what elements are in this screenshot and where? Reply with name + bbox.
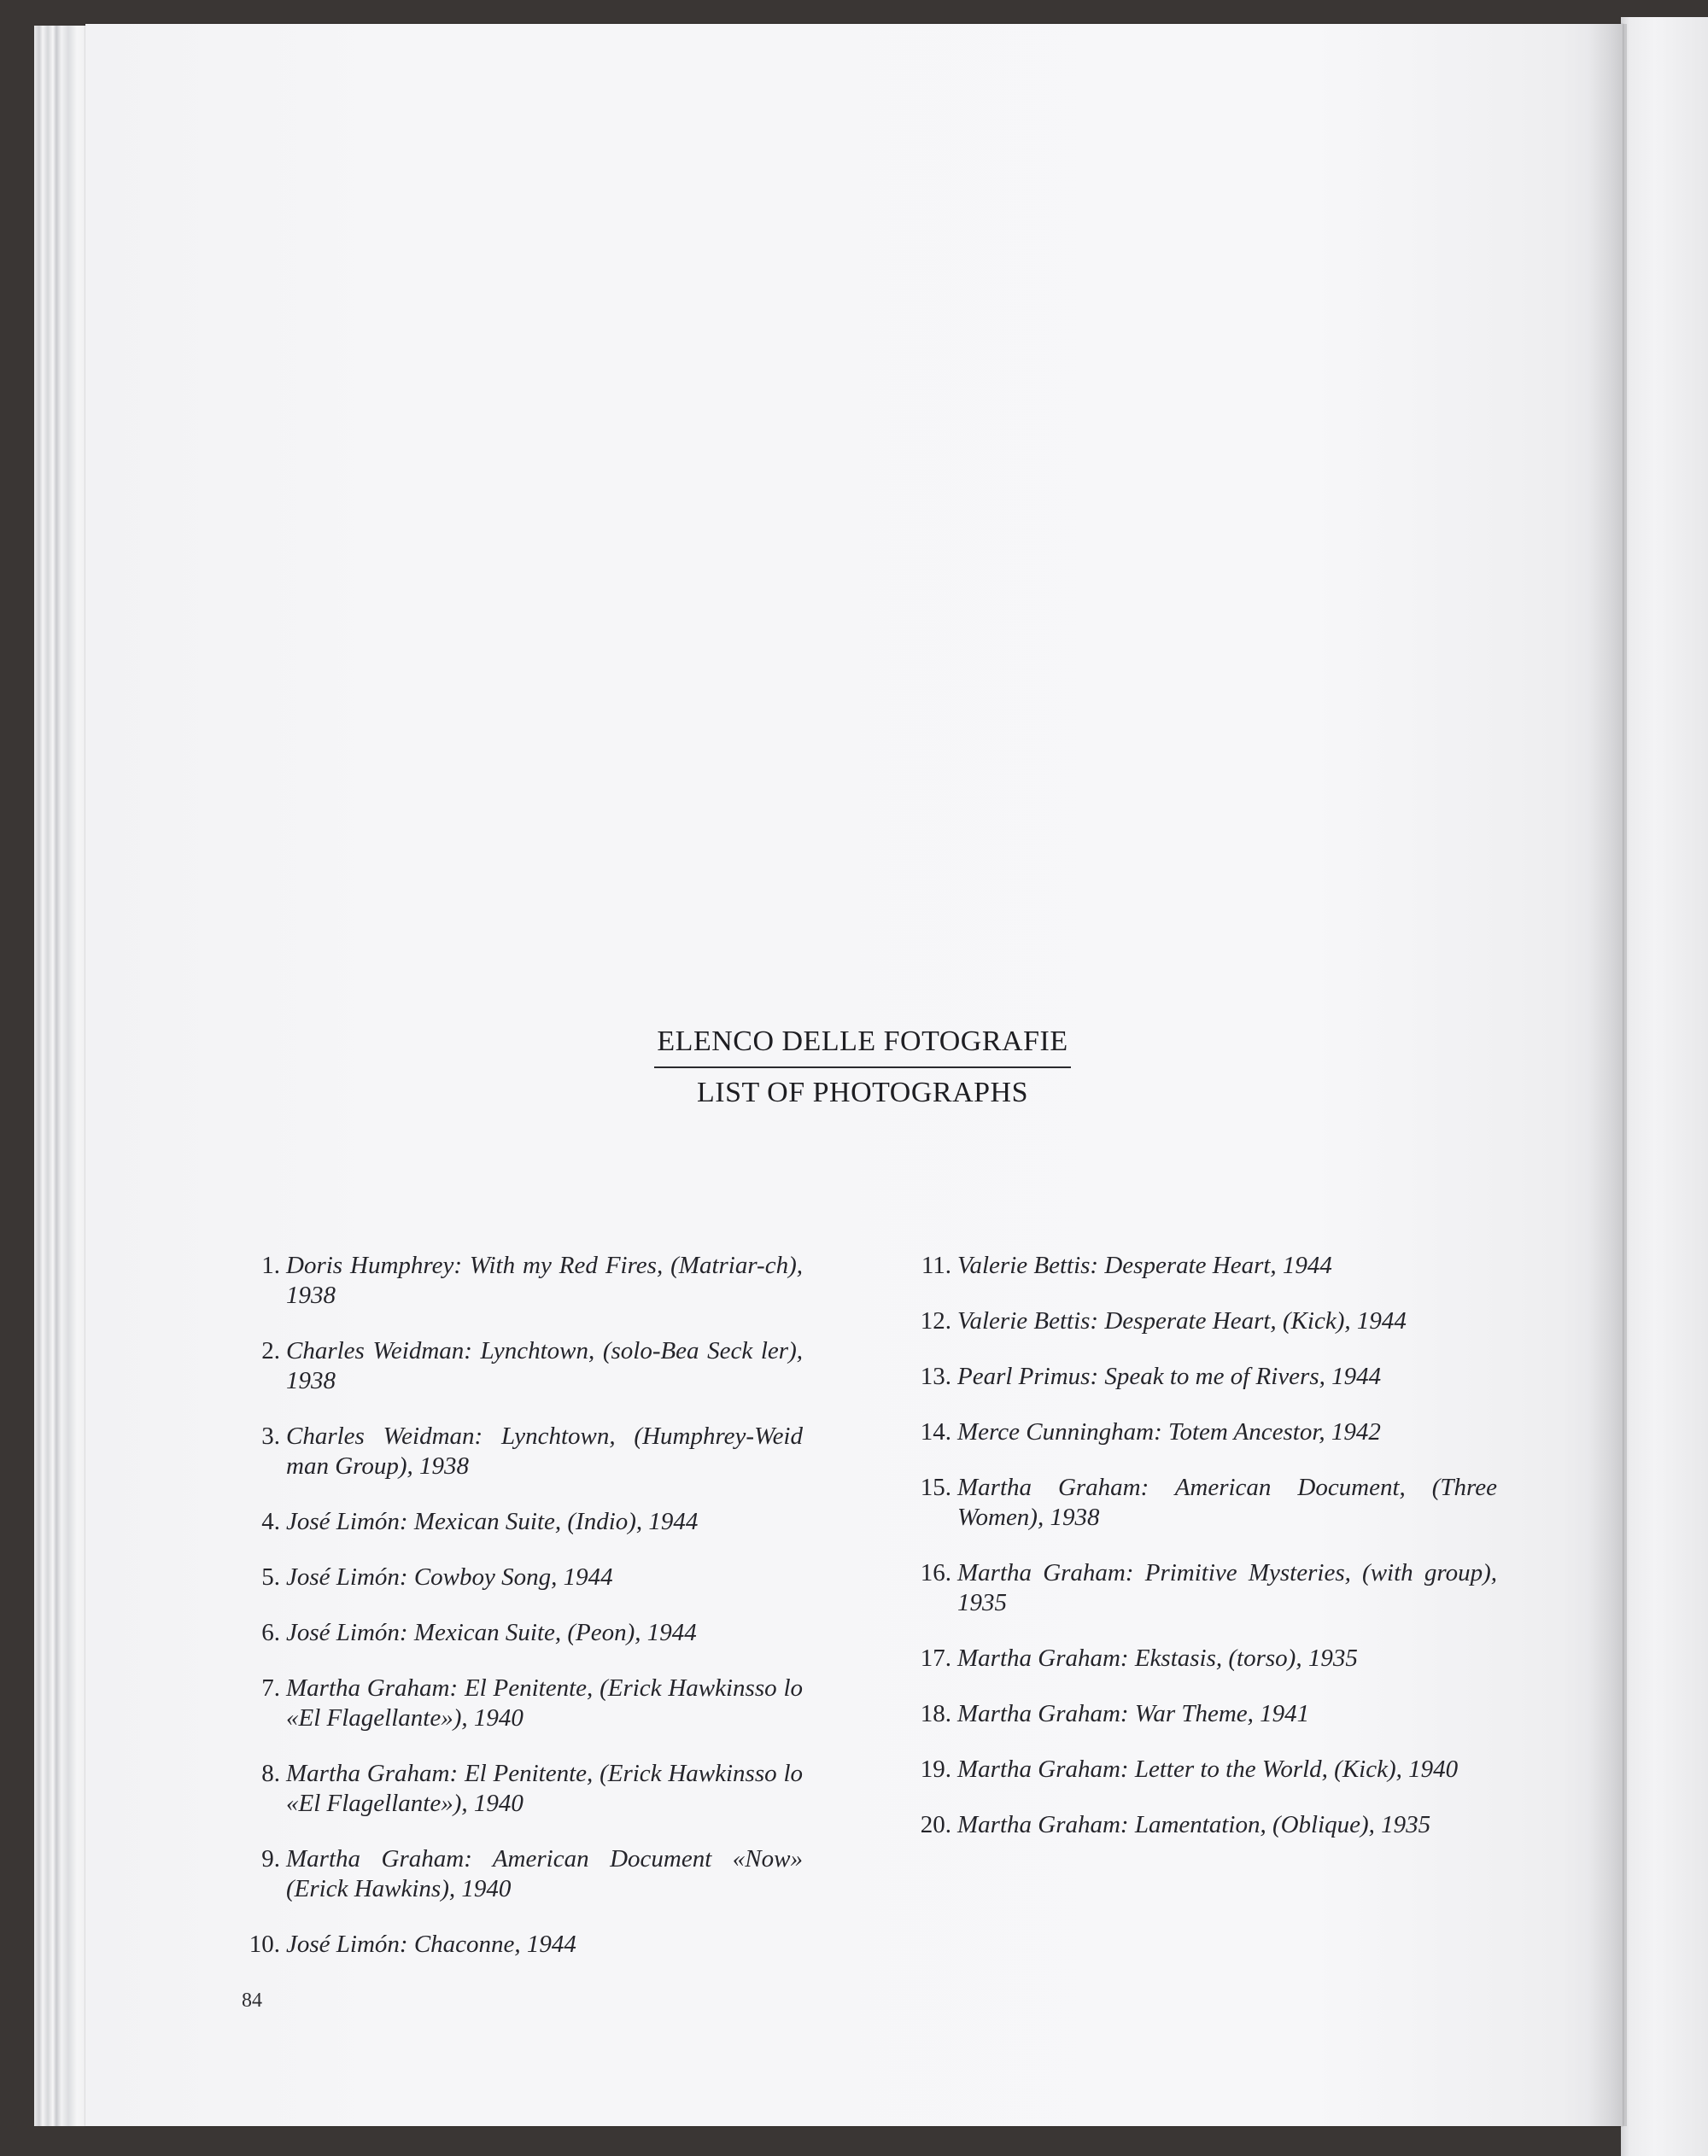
list-item: [239, 1674, 803, 1733]
section-heading: [555, 1020, 1170, 1113]
list-item: [910, 1417, 1497, 1447]
item-text: José Limón: Mexican Suite, (Peon), 1944: [286, 1619, 697, 1646]
list-item: [910, 1251, 1497, 1281]
list-item: [910, 1306, 1497, 1336]
item-number: 2.: [261, 1337, 280, 1364]
photo-list-left: [239, 1251, 803, 1985]
item-text: Martha Graham: Letter to the World, (Kick), 1940: [957, 1756, 1459, 1783]
list-item: [239, 1844, 803, 1904]
item-text: Martha Graham: Primitive Mysteries, (with group), 1935: [957, 1559, 1497, 1616]
item-text: Charles Weidman: Lynchtown, (Humphrey-Weid man Group), 1938: [286, 1423, 803, 1480]
item-number: 19.: [920, 1756, 951, 1783]
item-text: Charles Weidman: Lynchtown, (solo-Bea Seck ler), 1938: [286, 1337, 803, 1394]
item-text: José Limón: Chaconne, 1944: [286, 1931, 576, 1958]
item-text: Martha Graham: Lamentation, (Oblique), 1935: [957, 1811, 1431, 1838]
item-text: Valerie Bettis: Desperate Heart, (Kick), 1944: [957, 1307, 1407, 1335]
item-text: Doris Humphrey: With my Red Fires, (Matriar-ch), 1938: [286, 1252, 803, 1309]
list-item: [910, 1362, 1497, 1392]
list-item: [910, 1810, 1497, 1840]
item-number: 3.: [261, 1423, 280, 1450]
list-item: [910, 1473, 1497, 1533]
heading-english: LIST OF PHOTOGRAPHS: [697, 1077, 1028, 1108]
item-number: 9.: [261, 1845, 280, 1873]
item-number: 14.: [920, 1418, 951, 1446]
list-item: [239, 1336, 803, 1396]
page-number: 84: [242, 1989, 262, 2012]
list-item: [239, 1563, 803, 1592]
item-text: José Limón: Mexican Suite, (Indio), 1944: [286, 1508, 699, 1535]
list-item: [910, 1558, 1497, 1618]
item-number: 1.: [261, 1252, 280, 1279]
item-text: Martha Graham: Ekstasis, (torso), 1935: [957, 1645, 1358, 1672]
item-text: Martha Graham: El Penitente, (Erick Hawkinsso lo «El Flagellante»), 1940: [286, 1674, 803, 1732]
item-text: Martha Graham: American Document, (Three Women), 1938: [957, 1474, 1497, 1531]
item-number: 8.: [261, 1760, 280, 1787]
list-item: [239, 1507, 803, 1537]
photo-list-right: [910, 1251, 1497, 1866]
list-item: [239, 1930, 803, 1960]
item-text: Merce Cunningham: Totem Ancestor, 1942: [957, 1418, 1381, 1446]
list-item: [239, 1759, 803, 1819]
item-number: 20.: [920, 1811, 951, 1838]
list-item: [910, 1644, 1497, 1674]
item-number: 6.: [261, 1619, 280, 1646]
spine-shadow: [1588, 24, 1627, 2126]
item-text: José Limón: Cowboy Song, 1944: [286, 1563, 613, 1591]
item-number: 18.: [920, 1700, 951, 1727]
item-number: 13.: [920, 1363, 951, 1390]
item-text: Martha Graham: El Penitente, (Erick Hawkinsso lo «El Flagellante»), 1940: [286, 1760, 803, 1817]
list-item: [239, 1251, 803, 1311]
item-text: Martha Graham: American Document «Now» (Erick Hawkins), 1940: [286, 1845, 803, 1902]
item-number: 4.: [261, 1508, 280, 1535]
item-number: 10.: [249, 1931, 280, 1958]
heading-rule: [654, 1066, 1071, 1068]
list-item: [239, 1422, 803, 1481]
heading-italian: ELENCO DELLE FOTOGRAFIE: [657, 1025, 1068, 1057]
item-number: 7.: [261, 1674, 280, 1702]
item-number: 16.: [920, 1559, 951, 1586]
item-number: 5.: [261, 1563, 280, 1591]
item-number: 12.: [920, 1307, 951, 1335]
item-number: 11.: [921, 1252, 951, 1279]
item-text: Pearl Primus: Speak to me of Rivers, 1944: [957, 1363, 1382, 1390]
item-number: 17.: [920, 1645, 951, 1672]
list-item: [910, 1755, 1497, 1785]
item-text: Valerie Bettis: Desperate Heart, 1944: [957, 1252, 1332, 1279]
list-item: [910, 1699, 1497, 1729]
item-number: 15.: [920, 1474, 951, 1501]
item-text: Martha Graham: War Theme, 1941: [957, 1700, 1310, 1727]
facing-page-edge: [1621, 17, 1708, 2156]
list-item: [239, 1618, 803, 1648]
